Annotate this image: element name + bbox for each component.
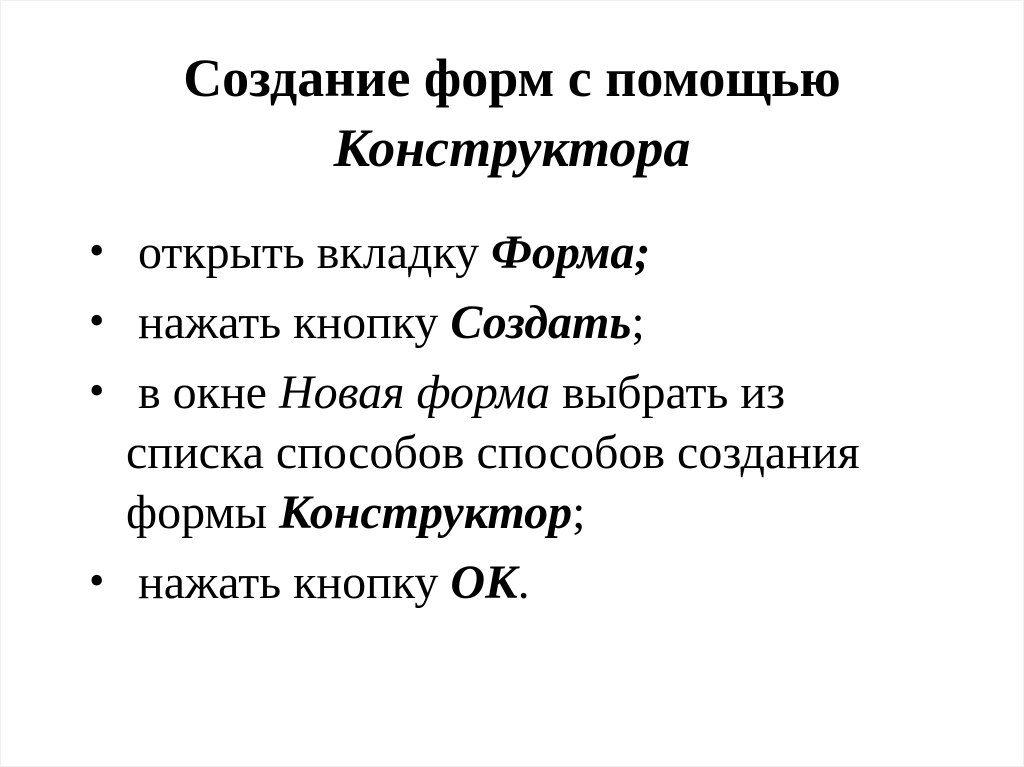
bullet-text bbox=[126, 556, 530, 609]
bullet-text-segment: Форма; bbox=[491, 226, 651, 279]
bullet-text-segment: Новая форма bbox=[278, 366, 551, 419]
bullet-text-segment: ; bbox=[631, 296, 645, 349]
bullet-text-segment: открыть вкладку bbox=[126, 226, 492, 279]
bullet-text-segment: в окне bbox=[126, 366, 279, 419]
bullet-text bbox=[126, 366, 872, 539]
bullet-item-new-form-dialog bbox=[1, 363, 1023, 543]
bullet-text-segment: выбрать из списка способов способов создания формы bbox=[126, 366, 872, 539]
bullet-marker: • bbox=[89, 226, 105, 275]
bullet-text-segment: . bbox=[517, 556, 530, 609]
bullet-item-press-create bbox=[1, 293, 1023, 353]
bullet-list bbox=[1, 223, 1023, 613]
bullet-text bbox=[126, 296, 645, 349]
bullet-text-segment: ; bbox=[572, 486, 586, 539]
bullet-text-segment: нажать кнопку bbox=[126, 296, 451, 349]
bullet-marker: • bbox=[89, 366, 105, 415]
bullet-item-open-form-tab bbox=[1, 223, 1023, 283]
slide-title-line1: Создание форм с помощью bbox=[183, 48, 841, 108]
bullet-text-segment: ОК bbox=[450, 556, 518, 609]
bullet-item-press-ok bbox=[1, 553, 1023, 613]
bullet-marker: • bbox=[89, 296, 105, 345]
bullet-marker: • bbox=[89, 556, 105, 605]
bullet-text-segment: Создать bbox=[450, 296, 632, 349]
slide-title-line2: Конструктора bbox=[333, 118, 691, 178]
bullet-text bbox=[126, 226, 650, 279]
slide-title bbox=[1, 1, 1023, 183]
bullet-text-segment: нажать кнопку bbox=[126, 556, 451, 609]
bullet-text-segment: Конструктор bbox=[279, 486, 573, 539]
